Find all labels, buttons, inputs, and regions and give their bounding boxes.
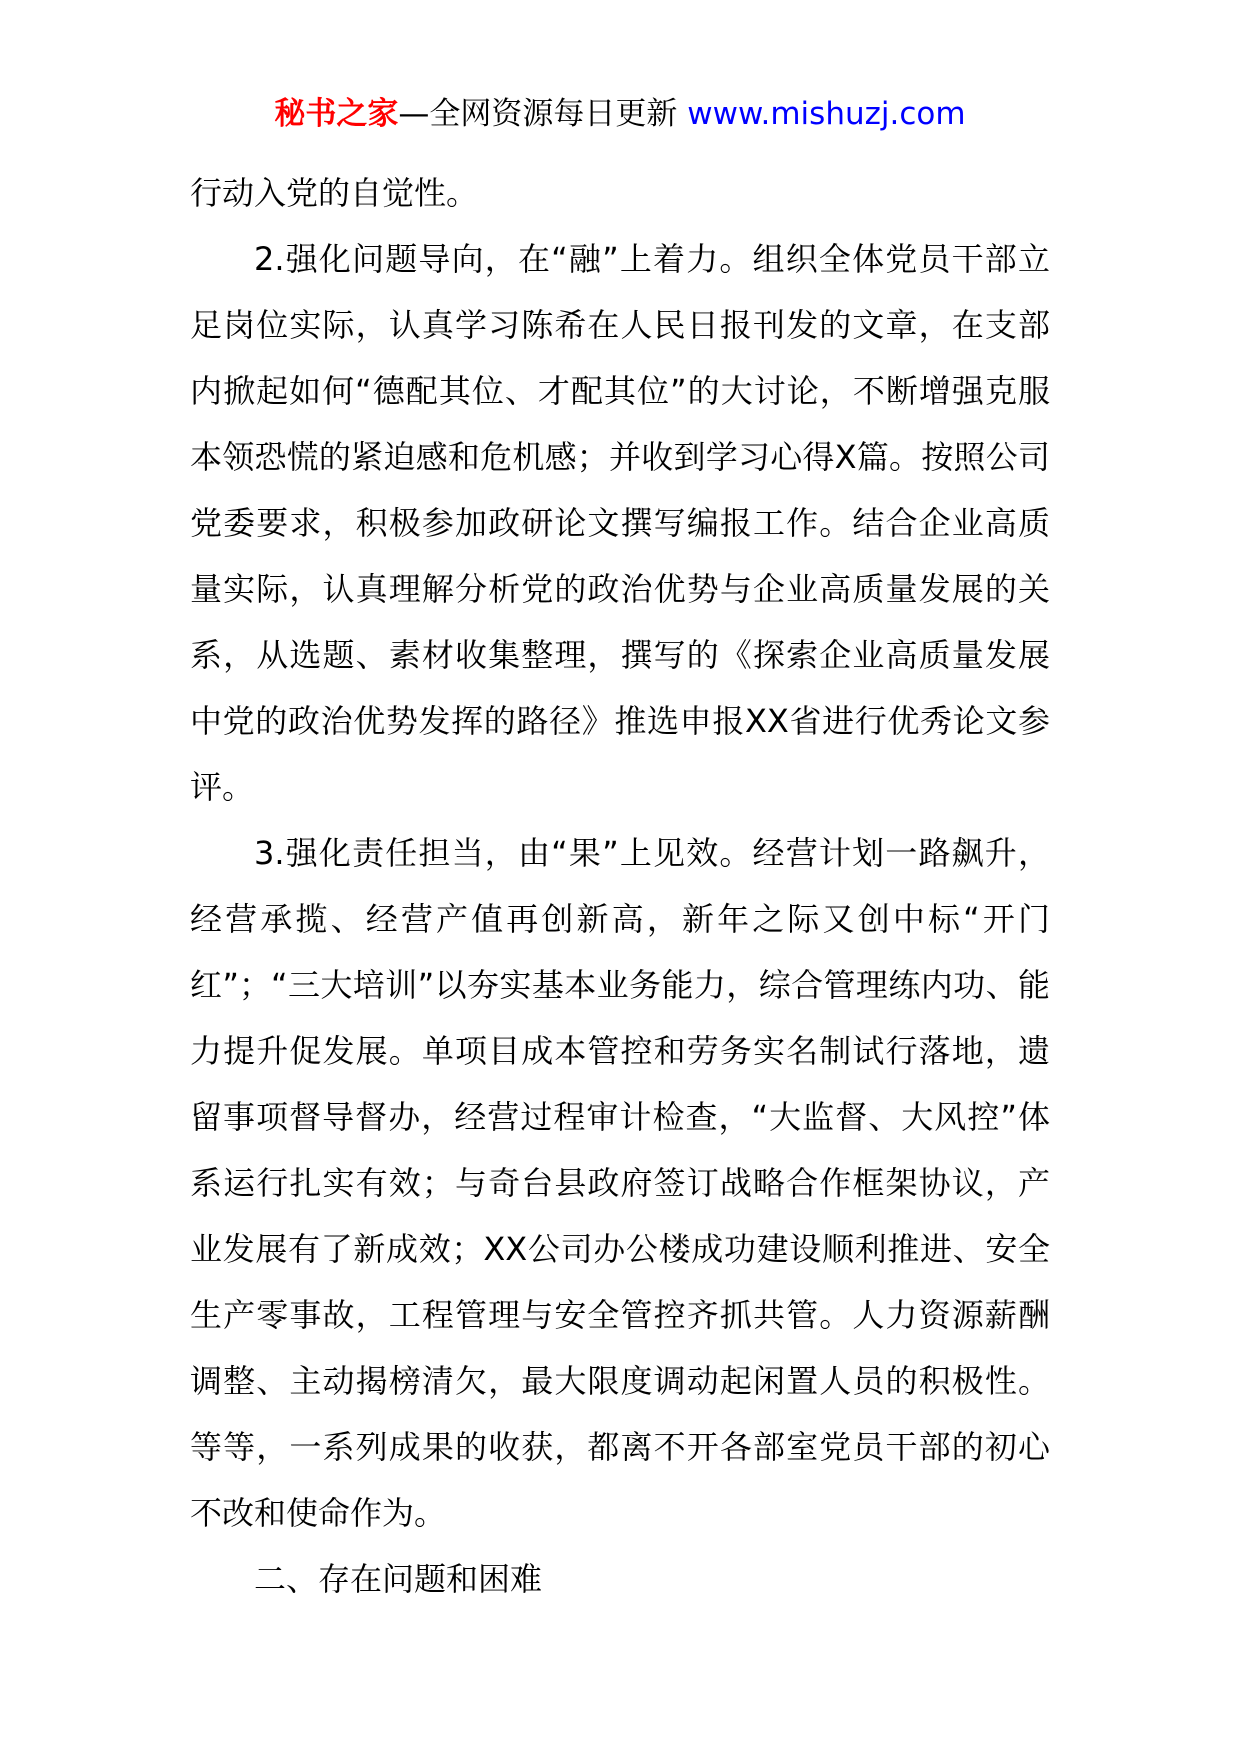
brand-name: 秘书之家 [274, 96, 399, 132]
paragraph-item-3: 3.强化责任担当，由“果”上见效。经营计划一路飙升，经营承揽、经营产值再创新高，新年之际又创中标“开门红”；“三大培训”以夯实基本业务能力，综合管理练内功、能力提升促发展。单项目成本管控和劳务实名制试行落地，遗留事项督导督办，经营过程审计检查，“大监督、大风控”体系运行扎实有效；与奇台县政府签订战略合作框架协议，产业发展有了新成效；XX公司办公楼成功建设顺利推进、安全生产零事故，工程管理与安全管控齐抓共管。人力资源薪酬调整、主动揭榜清欠，最大限度调动起闲置人员的积极性。等等，一系列成果的收获，都离不开各部室党员干部的初心不改和使命作为。 [190, 834, 1050, 1532]
site-url: www.mishuzj.com [687, 96, 966, 132]
paragraph-continuation: 行动入党的自觉性。 [190, 174, 479, 212]
header-tagline: —全网资源每日更新 [398, 96, 688, 132]
document-body [190, 160, 1050, 1612]
paragraph-item-2: 2.强化问题导向，在“融”上着力。组织全体党员干部立足岗位实际，认真学习陈希在人民日报刊发的文章，在支部内掀起如何“德配其位、才配其位”的大讨论，不断增强克服本领恐慌的紧迫感和危机感；并收到学习心得X篇。按照公司党委要求，积极参加政研论文撰写编报工作。结合企业高质量实际，认真理解分析党的政治优势与企业高质量发展的关系，从选题、素材收集整理，撰写的《探索企业高质量发展中党的政治优势发挥的路径》推选申报XX省进行优秀论文参评。 [190, 240, 1050, 806]
site-header [0, 94, 1240, 134]
section-heading-problems: 二、存在问题和困难 [254, 1560, 543, 1598]
